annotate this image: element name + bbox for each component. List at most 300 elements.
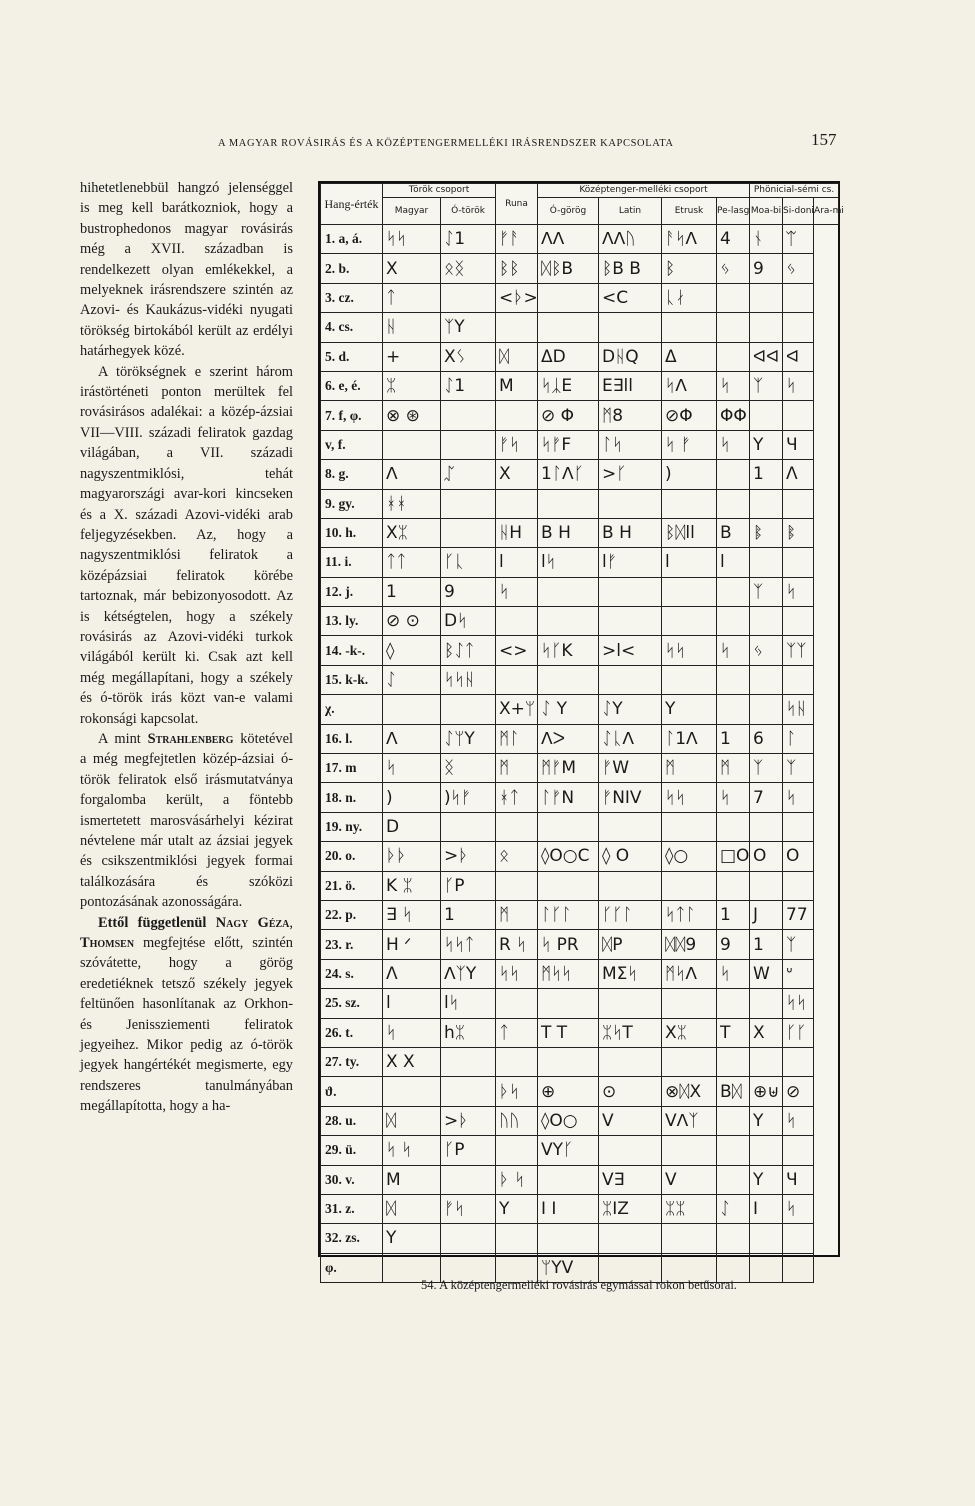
glyph-cell: ᛋᚺ — [783, 695, 814, 724]
glyph-cell: ᛋ — [717, 959, 750, 988]
glyph-cell: ᛋᚴK — [538, 636, 599, 665]
glyph-cell: ᚠW — [599, 754, 662, 783]
glyph-cell: ᛇ Y — [538, 695, 599, 724]
table-row — [321, 1224, 839, 1253]
glyph-cell: 1 — [750, 460, 783, 489]
glyph-cell: ᛋᛏᛚ — [662, 900, 717, 929]
glyph-cell — [599, 812, 662, 841]
glyph-cell — [783, 548, 814, 577]
glyph-cell — [441, 1224, 496, 1253]
glyph-cell: Δ — [662, 342, 717, 371]
page-number: 157 — [811, 130, 837, 149]
table-row — [321, 371, 839, 400]
glyph-cell — [783, 607, 814, 636]
glyph-cell — [441, 430, 496, 459]
glyph-cell: ᛞᛞ9 — [662, 930, 717, 959]
table-row — [321, 1077, 839, 1106]
glyph-cell: R ᛋ — [496, 930, 538, 959]
glyph-cell: X X — [383, 1047, 441, 1076]
table-row — [321, 1018, 839, 1047]
p4-intro: Ettől függetlenül — [98, 914, 207, 931]
glyph-cell — [750, 313, 783, 342]
glyph-cell: ᚨᛋᐱ — [662, 225, 717, 254]
header-o-torok: Ó-török — [441, 198, 496, 225]
glyph-cell: 1 — [441, 900, 496, 929]
glyph-cell: ⊗ ⊛ — [383, 401, 441, 430]
p4-rest: megfejtése előtt, szintén szóvátette, hogy a görög eredetiéknek tetsző székely jegyek feltünően hasonlítanak az Orkhon- és Jenissziementi feliratok jegyeihez. Mikor pedig az ó-török jegyek hangértékét megismerte, egy rendszeres tanulmányában megállapította, hogy a ha- — [80, 935, 293, 1115]
glyph-cell: ᛚ — [783, 724, 814, 753]
glyph-cell: ᛇY — [599, 695, 662, 724]
sound-value: 8. g. — [321, 460, 383, 489]
glyph-cell: ᚴᚴ — [783, 1018, 814, 1047]
glyph-cell: ᚺ — [383, 313, 441, 342]
sound-value: 9. gy. — [321, 489, 383, 518]
glyph-cell — [717, 1047, 750, 1076]
glyph-cell: ᛋ — [783, 1106, 814, 1135]
sound-value: χ. — [321, 695, 383, 724]
glyph-cell — [662, 313, 717, 342]
glyph-cell: ᛋ — [783, 1194, 814, 1223]
glyph-cell: ᛒᛒ — [496, 254, 538, 283]
glyph-cell: X — [383, 254, 441, 283]
glyph-cell: ᛞ — [383, 1194, 441, 1223]
paragraph-1: hihetetlenebbül hangzó jelenséggel is meg kell barátkozniok, hogy a bustrophedonos magyar rovásirás még a XVII. században is rendelkezett olyan emlékekkel, a melyeknek irásrendszere szintén az Azovi- és Kaukázus-vidéki nyugati törökség birtokából került az erdélyi határhegyek közé. — [80, 180, 293, 360]
header-arami: Ara-mi — [814, 198, 839, 225]
glyph-cell: ◊○ — [662, 842, 717, 871]
table-row — [321, 754, 839, 783]
glyph-cell: ᛃ — [750, 636, 783, 665]
glyph-cell — [538, 1165, 599, 1194]
glyph-cell: Vᐱᛉ — [662, 1106, 717, 1135]
glyph-cell: ᛘYV — [538, 1253, 599, 1282]
glyph-cell: ᛉᛉ — [783, 636, 814, 665]
glyph-cell: ᛚᚠN — [538, 783, 599, 812]
glyph-cell — [662, 1136, 717, 1165]
glyph-cell — [599, 1224, 662, 1253]
sound-value: 27. ty. — [321, 1047, 383, 1076]
glyph-cell — [441, 283, 496, 312]
glyph-cell: V∃ — [599, 1165, 662, 1194]
glyph-cell — [662, 989, 717, 1018]
glyph-cell — [441, 1077, 496, 1106]
figure-caption: 54. A középtengermelléki rovásirás egymással rokon betűsorai. — [421, 1278, 737, 1292]
glyph-cell: ᛗ — [496, 754, 538, 783]
glyph-cell: Ч — [783, 1165, 814, 1194]
glyph-cell: ᛗᛚ — [496, 724, 538, 753]
glyph-cell: 9 — [441, 577, 496, 606]
glyph-cell: l — [662, 548, 717, 577]
glyph-cell — [750, 489, 783, 518]
sound-value: 23. r. — [321, 930, 383, 959]
glyph-cell: ⊘Φ — [662, 401, 717, 430]
glyph-cell: ᚠNIV — [599, 783, 662, 812]
table-row — [321, 460, 839, 489]
sound-value: ϑ. — [321, 1077, 383, 1106]
glyph-cell — [496, 871, 538, 900]
glyph-cell: Λ — [383, 959, 441, 988]
glyph-cell: ᛋᛋ — [662, 783, 717, 812]
header-pelasg: Pe-lasg — [717, 198, 750, 225]
glyph-cell — [717, 1106, 750, 1135]
sound-value: 29. ü. — [321, 1136, 383, 1165]
table-row — [321, 283, 839, 312]
glyph-cell — [441, 489, 496, 518]
glyph-cell: ᛋ — [717, 636, 750, 665]
sound-value: 4. cs. — [321, 313, 383, 342]
glyph-cell — [662, 1224, 717, 1253]
author-thomsen: Thomsen — [80, 935, 135, 952]
glyph-cell: Y — [662, 695, 717, 724]
glyph-cell — [383, 430, 441, 459]
glyph-cell: M — [496, 371, 538, 400]
glyph-cell: 1 — [750, 930, 783, 959]
glyph-cell: ᚠᛋ — [496, 430, 538, 459]
glyph-cell: ᛒᛇᛏ — [441, 636, 496, 665]
glyph-cell: ᛚᛋ — [599, 430, 662, 459]
glyph-cell: I — [750, 1194, 783, 1223]
table-row — [321, 342, 839, 371]
paragraph-2: A törökségnek e szerint három irástörténeti ponton merültek fel rovásirásos adalékai: a közép-ázsiai VII—VIII. századi feliratok gazdag világában, a VII. századi nagyszentmiklósi, tehát magyarországi avar-kori kincseken és a X. századi Azovi-vidéki arab feljegyzésekben. Az, hogy a nagyszentmiklósi feliratok a középázsiai feliratok körébe tartoznak, már bebizonyosodott. Az is kétségtelen, hogy a székely rovásirás az Azovi-vidéki turkok világából került ki. Csak azt kell még megállapítani, hogy a székely és ó-török irás közt van-e valami rokonsági kapcsolat. — [80, 363, 293, 727]
table-row — [321, 724, 839, 753]
glyph-cell: ᛇ1 — [441, 371, 496, 400]
glyph-cell — [783, 401, 814, 430]
glyph-cell — [496, 1136, 538, 1165]
glyph-cell — [717, 342, 750, 371]
glyph-cell: ᛋ — [717, 430, 750, 459]
glyph-cell: ᚠᛋ — [441, 1194, 496, 1223]
sound-value: 7. f, φ. — [321, 401, 383, 430]
glyph-cell: V — [662, 1165, 717, 1194]
glyph-cell — [750, 607, 783, 636]
glyph-cell: ) — [383, 783, 441, 812]
glyph-cell: ᐱ — [383, 460, 441, 489]
glyph-cell: ᚳᛅ — [662, 283, 717, 312]
sound-value: 20. o. — [321, 842, 383, 871]
author-nagy-geza: Nagy Géza — [215, 914, 290, 931]
glyph-cell: l — [717, 548, 750, 577]
glyph-cell: ᛋ — [383, 1018, 441, 1047]
glyph-cell — [441, 1165, 496, 1194]
glyph-cell — [599, 1136, 662, 1165]
glyph-cell: ᛗᚠM — [538, 754, 599, 783]
glyph-cell: lᛋ — [441, 989, 496, 1018]
glyph-cell — [599, 1047, 662, 1076]
glyph-cell: Y — [496, 1194, 538, 1223]
glyph-cell — [496, 812, 538, 841]
glyph-cell — [538, 665, 599, 694]
glyph-cell — [496, 989, 538, 1018]
glyph-cell: T T — [538, 1018, 599, 1047]
sound-value: 14. -k-. — [321, 636, 383, 665]
glyph-cell: ⊗ᛞX — [662, 1077, 717, 1106]
page-header — [0, 130, 975, 156]
glyph-cell — [538, 812, 599, 841]
glyph-cell: ᐱᛉY — [441, 959, 496, 988]
sound-value: 25. sz. — [321, 989, 383, 1018]
glyph-cell — [538, 283, 599, 312]
glyph-cell: ᛞ — [496, 342, 538, 371]
table-row — [321, 1106, 839, 1135]
glyph-cell — [783, 283, 814, 312]
glyph-cell: ᐱᐱ — [538, 225, 599, 254]
glyph-cell — [496, 665, 538, 694]
glyph-cell: O — [750, 842, 783, 871]
glyph-cell — [496, 1047, 538, 1076]
glyph-cell: ᛒ — [662, 254, 717, 283]
glyph-cell — [538, 607, 599, 636]
glyph-cell: ◊O○ — [538, 1106, 599, 1135]
header-runa: Runa — [496, 184, 538, 225]
header-latin: Latin — [599, 198, 662, 225]
glyph-cell: ᛗ — [717, 754, 750, 783]
glyph-cell: ⊙ — [599, 1077, 662, 1106]
glyph-cell: >ᚦ — [441, 1106, 496, 1135]
glyph-cell: Λ — [783, 460, 814, 489]
glyph-cell — [750, 871, 783, 900]
glyph-cell: Bᛞ — [717, 1077, 750, 1106]
glyph-cell — [599, 313, 662, 342]
glyph-cell: 1 — [717, 724, 750, 753]
sound-value: 2. b. — [321, 254, 383, 283]
glyph-cell: ᐊ — [783, 342, 814, 371]
glyph-cell: ∃ ᛋ — [383, 900, 441, 929]
glyph-cell: DᚺQ — [599, 342, 662, 371]
glyph-cell: ⊘ ⊙ — [383, 607, 441, 636]
glyph-cell: <C — [599, 283, 662, 312]
glyph-cell: ᛇ — [717, 1194, 750, 1223]
glyph-cell: ᐱᐱᚢ — [599, 225, 662, 254]
glyph-cell: ᛃ — [717, 254, 750, 283]
sound-value: 22. p. — [321, 900, 383, 929]
table-row — [321, 812, 839, 841]
glyph-cell: lᛋ — [538, 548, 599, 577]
glyph-cell: ᛞ — [383, 1106, 441, 1135]
glyph-cell: ◊ — [383, 636, 441, 665]
glyph-cell: ᐱ — [383, 724, 441, 753]
sound-value: 3. cz. — [321, 283, 383, 312]
table-row — [321, 518, 839, 547]
glyph-cell: ᛉ — [783, 754, 814, 783]
glyph-cell: ᐡ — [783, 959, 814, 988]
table-row — [321, 989, 839, 1018]
glyph-cell — [783, 1047, 814, 1076]
table-row — [321, 930, 839, 959]
glyph-cell: ᛋ — [496, 577, 538, 606]
glyph-cell: ᚦᚦ — [383, 842, 441, 871]
sound-value: 1. a, á. — [321, 225, 383, 254]
table-row — [321, 959, 839, 988]
glyph-cell: ᛞP — [599, 930, 662, 959]
glyph-cell: 1 — [717, 900, 750, 929]
glyph-cell: W — [750, 959, 783, 988]
header-sidoni: Si-doni — [783, 198, 814, 225]
glyph-cell — [717, 283, 750, 312]
table-row — [321, 577, 839, 606]
glyph-cell: ᛉ — [750, 754, 783, 783]
glyph-cell: ◊O○C — [538, 842, 599, 871]
glyph-cell: ⊘ Φ — [538, 401, 599, 430]
glyph-cell: ᛋ — [783, 783, 814, 812]
glyph-cell: 4 — [717, 225, 750, 254]
glyph-cell: Y — [750, 1106, 783, 1135]
glyph-cell — [662, 607, 717, 636]
table-row — [321, 607, 839, 636]
sound-value: 11. i. — [321, 548, 383, 577]
glyph-cell: ᐊᐊ — [750, 342, 783, 371]
glyph-cell — [383, 695, 441, 724]
glyph-cell: ᛋ — [383, 754, 441, 783]
glyph-cell: ΔD — [538, 342, 599, 371]
glyph-cell — [599, 871, 662, 900]
glyph-cell — [783, 871, 814, 900]
glyph-cell — [750, 695, 783, 724]
glyph-cell: ᛋᛋᚺ — [441, 665, 496, 694]
header-etrusk: Etrusk — [662, 198, 717, 225]
glyph-cell: ᛗ — [662, 754, 717, 783]
glyph-cell — [662, 1047, 717, 1076]
glyph-cell — [717, 489, 750, 518]
glyph-cell: ᚠᚨ — [496, 225, 538, 254]
glyph-cell: X+ᛘ — [496, 695, 538, 724]
glyph-cell: ᚴP — [441, 1136, 496, 1165]
sound-value: 17. m — [321, 754, 383, 783]
glyph-cell: 6 — [750, 724, 783, 753]
glyph-cell — [496, 489, 538, 518]
table-row — [321, 1194, 839, 1223]
table-row — [321, 313, 839, 342]
author-strahlenberg: Strahlenberg — [147, 730, 234, 747]
glyph-cell: ⊘ — [783, 1077, 814, 1106]
glyph-cell: ᛃ — [783, 254, 814, 283]
glyph-cell: ᚢᚢ — [496, 1106, 538, 1135]
glyph-cell: 7 — [750, 783, 783, 812]
glyph-cell — [717, 577, 750, 606]
glyph-cell: ᛋ ᛋ — [383, 1136, 441, 1165]
table-row — [321, 695, 839, 724]
glyph-cell: ᛯIZ — [599, 1194, 662, 1223]
glyph-cell: ᛉ — [783, 930, 814, 959]
glyph-cell — [599, 989, 662, 1018]
glyph-cell: ᚺH — [496, 518, 538, 547]
glyph-cell: )ᛋᚠ — [441, 783, 496, 812]
header-magyar: Magyar — [383, 198, 441, 225]
glyph-cell: ᚴP — [441, 871, 496, 900]
glyph-cell: <> — [496, 636, 538, 665]
glyph-cell: ) — [662, 460, 717, 489]
glyph-cell — [717, 989, 750, 1018]
rune-table — [320, 183, 844, 1283]
glyph-cell: J — [750, 900, 783, 929]
glyph-cell: ᚴᚴᛚ — [599, 900, 662, 929]
glyph-cell — [717, 460, 750, 489]
glyph-cell: ᛟ — [496, 842, 538, 871]
glyph-cell: ᛏ — [496, 1018, 538, 1047]
glyph-cell — [783, 665, 814, 694]
p4-comma: , — [289, 914, 294, 931]
glyph-cell — [783, 1224, 814, 1253]
glyph-cell — [717, 665, 750, 694]
glyph-cell — [750, 1224, 783, 1253]
glyph-cell — [441, 518, 496, 547]
glyph-cell: Xᛯ — [662, 1018, 717, 1047]
table-row — [321, 548, 839, 577]
glyph-cell: 9 — [750, 254, 783, 283]
table-row — [321, 783, 839, 812]
glyph-cell: ᚦ ᛋ — [496, 1165, 538, 1194]
glyph-cell: ᛇ1 — [441, 225, 496, 254]
glyph-cell — [783, 812, 814, 841]
glyph-cell — [599, 607, 662, 636]
glyph-cell: ᛋᚠF — [538, 430, 599, 459]
glyph-cell: ᛇᛘY — [441, 724, 496, 753]
sound-value: 31. z. — [321, 1194, 383, 1223]
header-kozep-group: Középtenger-melléki csoport — [538, 184, 750, 198]
glyph-cell — [538, 313, 599, 342]
glyph-cell — [599, 577, 662, 606]
glyph-cell: l — [383, 989, 441, 1018]
glyph-cell: ᛒB B — [599, 254, 662, 283]
sound-value: 24. s. — [321, 959, 383, 988]
glyph-cell: 1ᛚᐱᚴ — [538, 460, 599, 489]
sound-value: v, f. — [321, 430, 383, 459]
glyph-cell — [750, 989, 783, 1018]
glyph-cell — [662, 577, 717, 606]
glyph-cell: ᛋᐱ — [662, 371, 717, 400]
p3-intro: A mint — [98, 730, 141, 747]
glyph-cell — [783, 489, 814, 518]
sound-value: φ. — [321, 1253, 383, 1282]
glyph-cell: lᚠ — [599, 548, 662, 577]
glyph-cell — [750, 665, 783, 694]
glyph-cell: B — [717, 518, 750, 547]
glyph-cell: Xᛊ — [441, 342, 496, 371]
glyph-cell — [717, 1224, 750, 1253]
glyph-cell: ᛋᛋ — [783, 989, 814, 1018]
sound-value: 28. u. — [321, 1106, 383, 1135]
glyph-cell: □O — [717, 842, 750, 871]
glyph-cell: 1 — [383, 577, 441, 606]
sound-value: 13. ly. — [321, 607, 383, 636]
table-row — [321, 842, 839, 871]
glyph-cell: ᛠ — [783, 225, 814, 254]
glyph-cell — [599, 489, 662, 518]
glyph-cell: ᛋᛋ — [662, 636, 717, 665]
glyph-cell: ΦΦ — [717, 401, 750, 430]
sound-value: 12. j. — [321, 577, 383, 606]
sound-value: 6. e, é. — [321, 371, 383, 400]
glyph-cell — [441, 695, 496, 724]
glyph-cell: ᛝ — [441, 754, 496, 783]
glyph-cell: l — [496, 548, 538, 577]
glyph-cell — [496, 313, 538, 342]
glyph-cell — [662, 665, 717, 694]
glyph-cell: ᛗᛋᛋ — [538, 959, 599, 988]
p3-rest: kötetével a még megfejtetlen közép-ázsiai ó-török feliratok első irásmutatványa forgalomba került, a föntebb ismertetett marosvásárhelyi kézirat névtelene már utalt az ázsiai jegyek és csikszentmiklósi jegyek formai találkozására és szóközi pontozásának azonosságára. — [80, 730, 293, 911]
sound-value: 32. zs. — [321, 1224, 383, 1253]
glyph-cell: ᛏᛏ — [383, 548, 441, 577]
glyph-cell — [750, 1047, 783, 1076]
body-text-column — [80, 178, 293, 1117]
glyph-cell — [750, 548, 783, 577]
sound-value: 26. t. — [321, 1018, 383, 1047]
glyph-cell — [538, 577, 599, 606]
glyph-cell: ᛋᛋᛏ — [441, 930, 496, 959]
glyph-cell: ᛯᛋT — [599, 1018, 662, 1047]
glyph-cell — [538, 871, 599, 900]
glyph-cell: H ᐟ — [383, 930, 441, 959]
glyph-cell — [717, 695, 750, 724]
glyph-cell: ᛗ8 — [599, 401, 662, 430]
